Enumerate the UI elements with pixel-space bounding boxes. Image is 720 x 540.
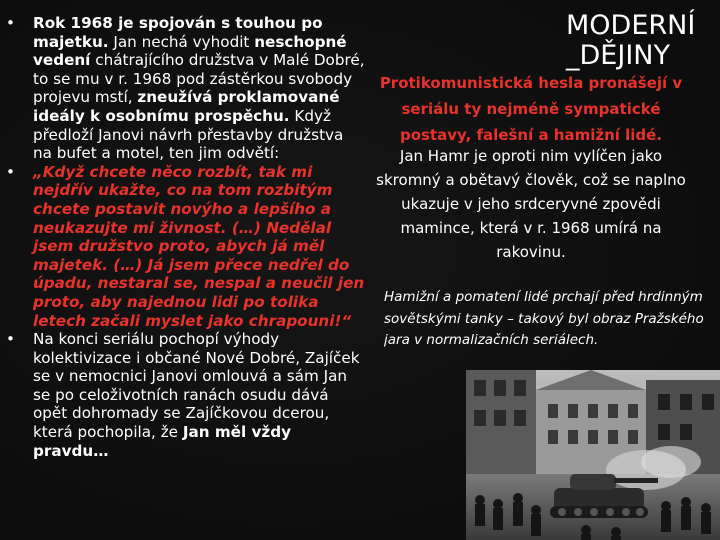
bullet-text: Na konci seriálu pochopí výhody kolektivizace i občané Nové Dobré, Zajíček se v nemocnici Janovi omlouvá a sám Jan se po celoživotních ranách osudu dává opět dohromady se Zajíčkovou dcerou, která pochopila, že <box>33 330 360 442</box>
bullet-bold-lead: Rok 1968 je spojován s touhou po majetku. <box>33 14 323 51</box>
bullet-bold: neschopné vedení <box>33 32 347 70</box>
photo-caption <box>384 287 720 352</box>
logo <box>566 6 716 72</box>
bullet-item-1968 <box>6 14 366 163</box>
bullet-text: Jan nechá vyhodit <box>108 32 255 51</box>
bullet-item-ending <box>6 330 366 460</box>
photo-caption-line: sovětskými tanky – takový byl obraz Pražského <box>384 310 704 327</box>
caption-red: Protikomunistická hesla pronášejí v seriálu ty nejméně sympatické postavy, falešní a hamižní lidé. <box>379 74 683 144</box>
logo-line-2: _DĚJINY <box>566 40 670 71</box>
bullet-list <box>6 14 366 460</box>
tank-photo-image <box>466 370 720 540</box>
logo-line-1: MODERNÍ <box>566 10 696 41</box>
tank-photo <box>466 370 720 540</box>
quote-text: „Když chcete něco rozbít, tak mi nejdřív ukažte, co na tom rozbitým chcete postavit novýho a lepšího a neukazujte mi živnost. (…) Nedělal jsem družstvo proto, abych já měl majetek. (…) Já jsem přece nedřel do úpadu, nestaral se, nespal a neučil jen proto, aby najednou lidi po tolika letech začali myslet jako chrapouni!“ <box>33 162 365 330</box>
caption-white: Jan Hamr je oproti nim vylíčen jako skromný a obětavý člověk, což se naplno ukazuje v jeho srdceryvné zpovědi mamince, která v r. 1968 umírá na rakovinu. <box>376 147 686 261</box>
bullet-text: chátrajícího družstva v Malé Dobré, to se mu v r. 1968 pod zástěrkou svobody projevu mstí, <box>33 51 365 107</box>
photo-caption-line: jara v normalizačních seriálech. <box>384 332 599 348</box>
bullet-text: Když předloží Janovi návrh přestavby družstva na bufet a motel, ten jim odvětí: <box>33 106 344 163</box>
bullet-item-quote <box>6 163 366 330</box>
bullet-bold: zneužívá proklamované ideály k osobnímu prospěchu. <box>33 88 340 125</box>
photo-caption-line: Hamižní a pomatení lidé prchají před hrdinným <box>384 289 703 305</box>
bullet-bold: Jan měl vždy pravdu… <box>33 423 291 460</box>
